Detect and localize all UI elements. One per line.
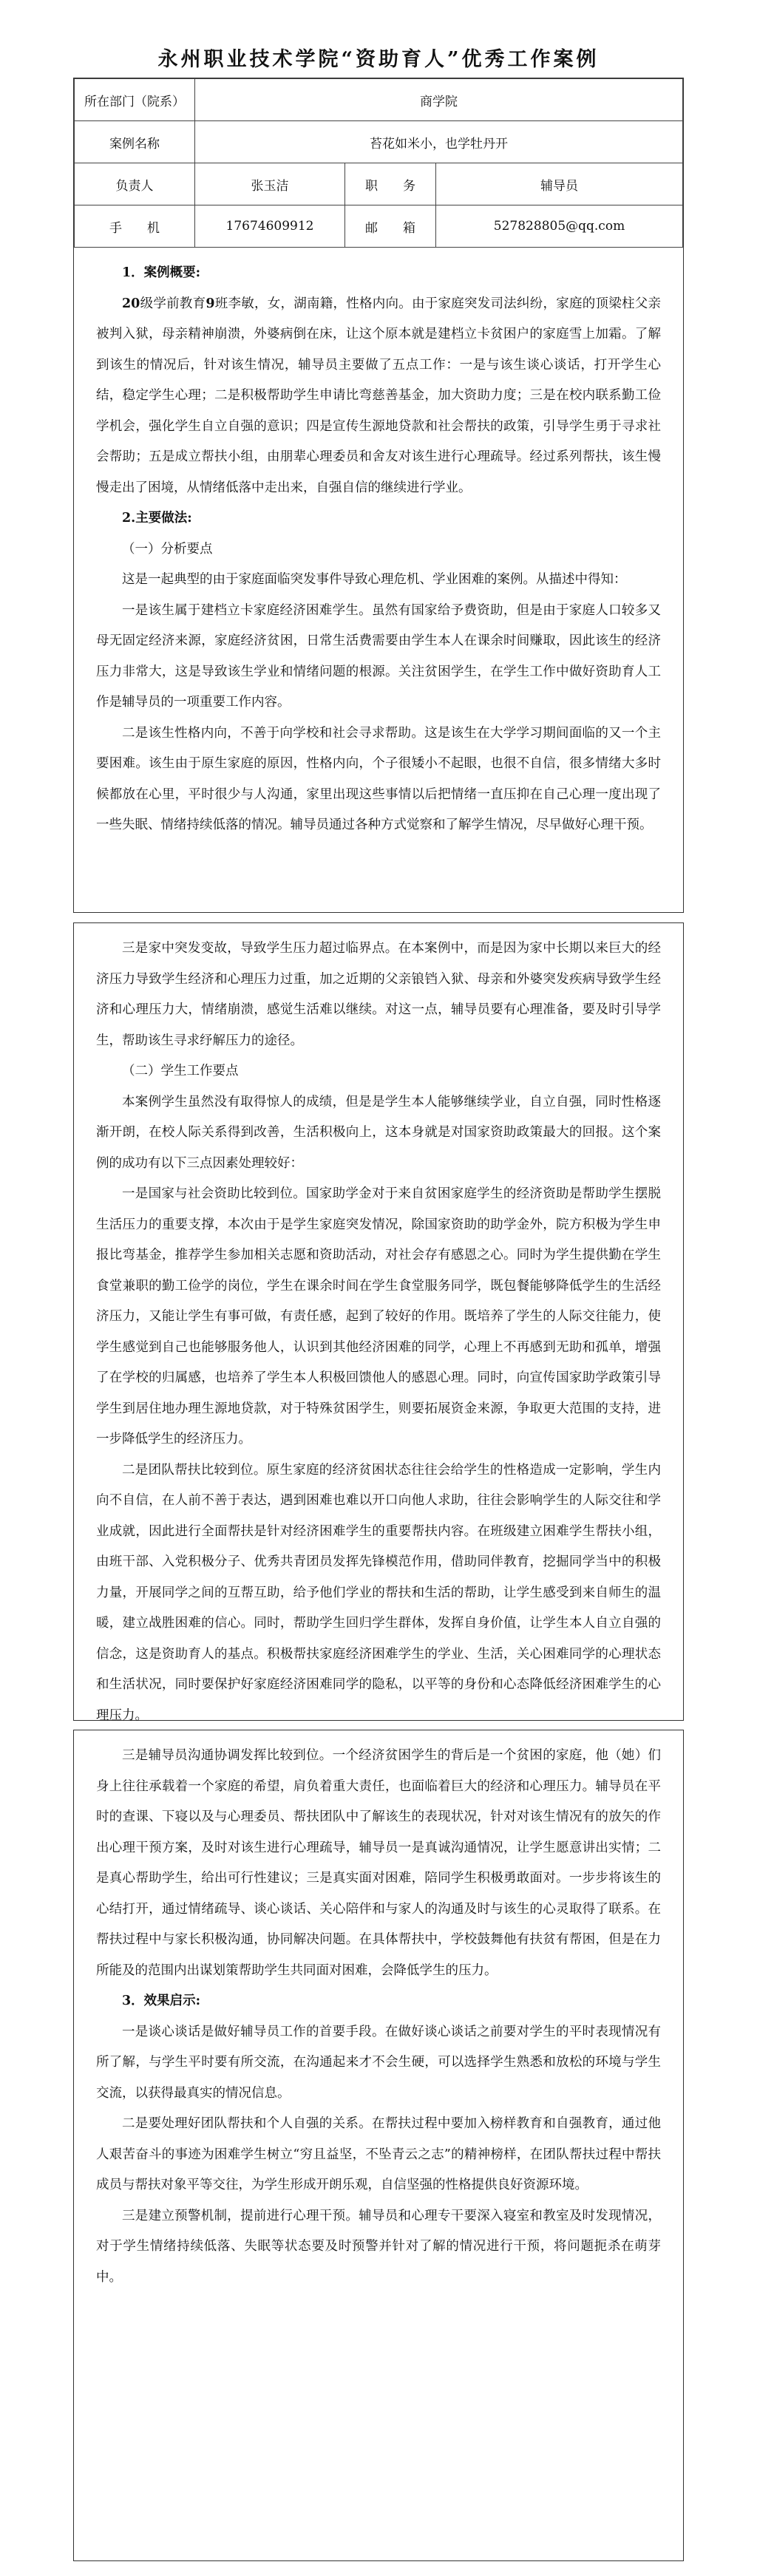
email-value: 527828805@qq.com xyxy=(436,205,683,248)
class-major: 级学前教育 xyxy=(140,296,206,311)
section-1-paragraph xyxy=(96,289,661,504)
case-box-3 xyxy=(73,1730,684,2561)
case-box-2 xyxy=(73,922,684,1721)
section-2-heading: 2.主要做法: xyxy=(122,511,192,526)
section-2-paragraph-6: 一是国家与社会资助比较到位。国家助学金对于来自贫困家庭学生的经济资助是帮助学生摆脱生活压力的重要支撑，本次由于是学生家庭突发情况，除国家资助的助学金外，院方积极为学生申报比弯基金，推荐学生参加相关志愿和资助活动，对社会存有感恩之心。同时为学生提供勤在学生食堂兼职的勤工俭学的岗位，学生在课余时间在学生食堂服务同学，既包餐能够降低学生的生活经济压力，又能让学生有事可做，有责任感，起到了较好的作用。既培养了学生的人际交往能力，使学生感觉到自己也能够服务他人，认识到其他经济困难的同学，心理上不再感到无助和孤单，增强了在学校的归属感，也培养了学生本人积极回馈他人的感恩心理。同时，向宣传国家助学政策引导学生到居住地办理生源地贷款，对于特殊贫困学生，则要拓展资金来源，争取更大范围的支持，进一步降低学生的经济压力。 xyxy=(96,1186,661,1447)
case-name-label: 案例名称 xyxy=(75,121,195,163)
section-2-paragraph-5: 本案例学生虽然没有取得惊人的成绩，但是是学生本人能够继续学业，自立自强，同时性格逐渐开朗，在校人际关系得到改善，生活积极向上，这本身就是对国家资助政策最大的回报。这个案例的成功有以下三点因素处理较好： xyxy=(96,1094,661,1171)
section-2-paragraph-3: 二是该生性格内向，不善于向学校和社会寻求帮助。这是该生在大学学习期间面临的又一个主要困难。该生由于原生家庭的原因，性格内向，个子很矮小不起眼，也很不自信，很多情绪大多时候都放在心里，平时很少与人沟通，家里出现这些事情以后把情绪一直压抑在自己心理一度出现了一些失眠、情绪持续低落的情况。辅导员通过各种方式觉察和了解学生情况，尽早做好心理干预。 xyxy=(96,725,661,832)
phone-label: 手 机 xyxy=(75,205,195,248)
body-part-2 xyxy=(74,923,683,1731)
section-2-sub-1: （一）分析要点 xyxy=(122,541,213,557)
body-part-3 xyxy=(74,1730,683,2293)
section-3-paragraph-3: 三是建立预警机制，提前进行心理干预。辅导员和心理专干要深入寝室和教室及时发现情况，对于学生情绪持续低落、失眠等状态要及时预警并针对了解的情况进行干预，将问题扼杀在萌芽中。 xyxy=(96,2208,661,2285)
class-number: 9 xyxy=(206,296,215,311)
section-3-paragraph-1: 一是谈心谈话是做好辅导员工作的首要手段。在做好谈心谈话之前要对学生的平时表现情况有所了解，与学生平时要有所交流，在沟通起来才不会生硬，可以选择学生熟悉和放松的环境与学生交流，以获得最真实的情况信息。 xyxy=(96,2024,661,2101)
section-3-paragraph-2: 二是要处理好团队帮扶和个人自强的关系。在帮扶过程中要加入榜样教育和自强教育，通过他人艰苦奋斗的事迹为困难学生树立“穷且益坚，不坠青云之志”的精神榜样，在团队帮扶过程中帮扶成员与帮扶对象平等交往，为学生形成开朗乐观，自信坚强的性格提供良好资源环境。 xyxy=(96,2116,661,2192)
owner-value: 张玉洁 xyxy=(195,163,345,205)
section-2-sub-2: （二）学生工作要点 xyxy=(122,1064,239,1078)
section-3-heading: 3．效果启示: xyxy=(122,1994,201,2008)
section-1-heading: 1．案例概要: xyxy=(122,265,201,280)
role-value: 辅导员 xyxy=(436,163,683,205)
class-year: 20 xyxy=(122,296,140,311)
dept-label: 所在部门（院系） xyxy=(75,79,195,121)
case-name-value: 苔花如米小，也学牡丹开 xyxy=(195,121,683,163)
section-1-text: 班李敏，女，湖南籍，性格内向。由于家庭突发司法纠纷，家庭的顶梁柱父亲被判入狱，母亲精神崩溃，外婆病倒在床，让这个原本就是建档立卡贫困户的家庭雪上加霜。了解到该生的情况后，针对该生情况，辅导员主要做了五点工作：一是与该生谈心谈话，打开学生心结，稳定学生心理；二是积极帮助学生申请比弯慈善基金，加大资助力度；三是在校内联系勤工俭学机会，强化学生自立自强的意识；四是宣传生源地贷款和社会帮扶的政策，引导学生勇于寻求社会帮助；五是成立帮扶小组，由朋辈心理委员和舍友对该生进行心理疏导。经过系列帮扶，该生慢慢走出了困境，从情绪低落中走出来，自强自信的继续进行学业。 xyxy=(96,296,662,495)
section-2-paragraph-8: 三是辅导员沟通协调发挥比较到位。一个经济贫困学生的背后是一个贫困的家庭，他（她）们身上往往承载着一个家庭的希望，肩负着重大责任，也面临着巨大的经济和心理压力。辅导员在平时的查课、下寝以及与心理委员、帮扶团队中了解该生的表现状况，针对对该生情况有的放矢的作出心理干预方案，及时对该生进行心理疏导，辅导员一是真诚沟通情况，让学生愿意讲出实情；二是真心帮助学生，给出可行性建议；三是真实面对困难，陪同学生积极勇敢面对。一步步将该生的心结打开，通过情绪疏导、谈心谈话、关心陪伴和与家人的沟通及时与该生的心灵取得了联系。在帮扶过程中与家长积极沟通，协同解决问题。在具体帮扶中，学校鼓舞他有扶贫有帮困，但是在力所能及的范围内出谋划策帮助学生共同面对困难，会降低学生的压力。 xyxy=(96,1748,661,1978)
section-2-paragraph-7: 二是团队帮扶比较到位。原生家庭的经济贫困状态往往会给学生的性格造成一定影响，学生内向不自信，在人前不善于表达，遇到困难也难以开口向他人求助，往往会影响学生的人际交往和学业成就，因此进行全面帮扶是针对经济困难学生的重要帮扶内容。在班级建立困难学生帮扶小组，由班干部、入党积极分子、优秀共青团员发挥先锋模范作用，借助同伴教育，挖掘同学当中的积极力量，开展同学之间的互帮互助，给予他们学业的帮扶和生活的帮助，让学生感受到来自师生的温暖，建立战胜困难的信心。同时，帮助学生回归学生群体，发挥自身价值，让学生本人自立自强的信念，这是资助育人的基点。积极帮扶家庭经济困难学生的学业、生活，关心困难同学的心理状态和生活状况，同时要保护好家庭经济困难同学的隐私，以平等的身份和心态降低经济困难学生的心理压力。 xyxy=(96,1462,661,1723)
case-box-1 xyxy=(73,78,684,913)
dept-value: 商学院 xyxy=(195,79,683,121)
info-table xyxy=(74,78,683,248)
role-label: 职 务 xyxy=(345,163,436,205)
phone-value: 17674609912 xyxy=(195,205,345,248)
email-label: 邮 箱 xyxy=(345,205,436,248)
section-2-paragraph-1: 这是一起典型的由于家庭面临突发事件导致心理危机、学业困难的案例。从描述中得知： xyxy=(122,572,627,587)
owner-label: 负责人 xyxy=(75,163,195,205)
section-2-paragraph-4: 三是家中突发变故，导致学生压力超过临界点。在本案例中，而是因为家中长期以来巨大的经济压力导致学生经济和心理压力过重，加之近期的父亲锒铛入狱、母亲和外婆突发疾病导致学生经济和心理压力大，情绪崩溃，感觉生活难以继续。对这一点，辅导员要有心理准备，要及时引导学生，帮助该生寻求纾解压力的途径。 xyxy=(96,941,661,1048)
document-title: 永州职业技术学院“资助育人”优秀工作案例 xyxy=(157,48,600,71)
section-2-paragraph-2: 一是该生属于建档立卡家庭经济困难学生。虽然有国家给予费资助，但是由于家庭人口较多又母无固定经济来源，家庭经济贫困，日常生活费需要由学生本人在课余时间赚取，因此该生的经济压力非常大，这是导致该生学业和情绪问题的根源。关注贫困学生，在学生工作中做好资助育人工作是辅导员的一项重要工作内容。 xyxy=(96,602,661,710)
body-part-1 xyxy=(74,248,683,841)
